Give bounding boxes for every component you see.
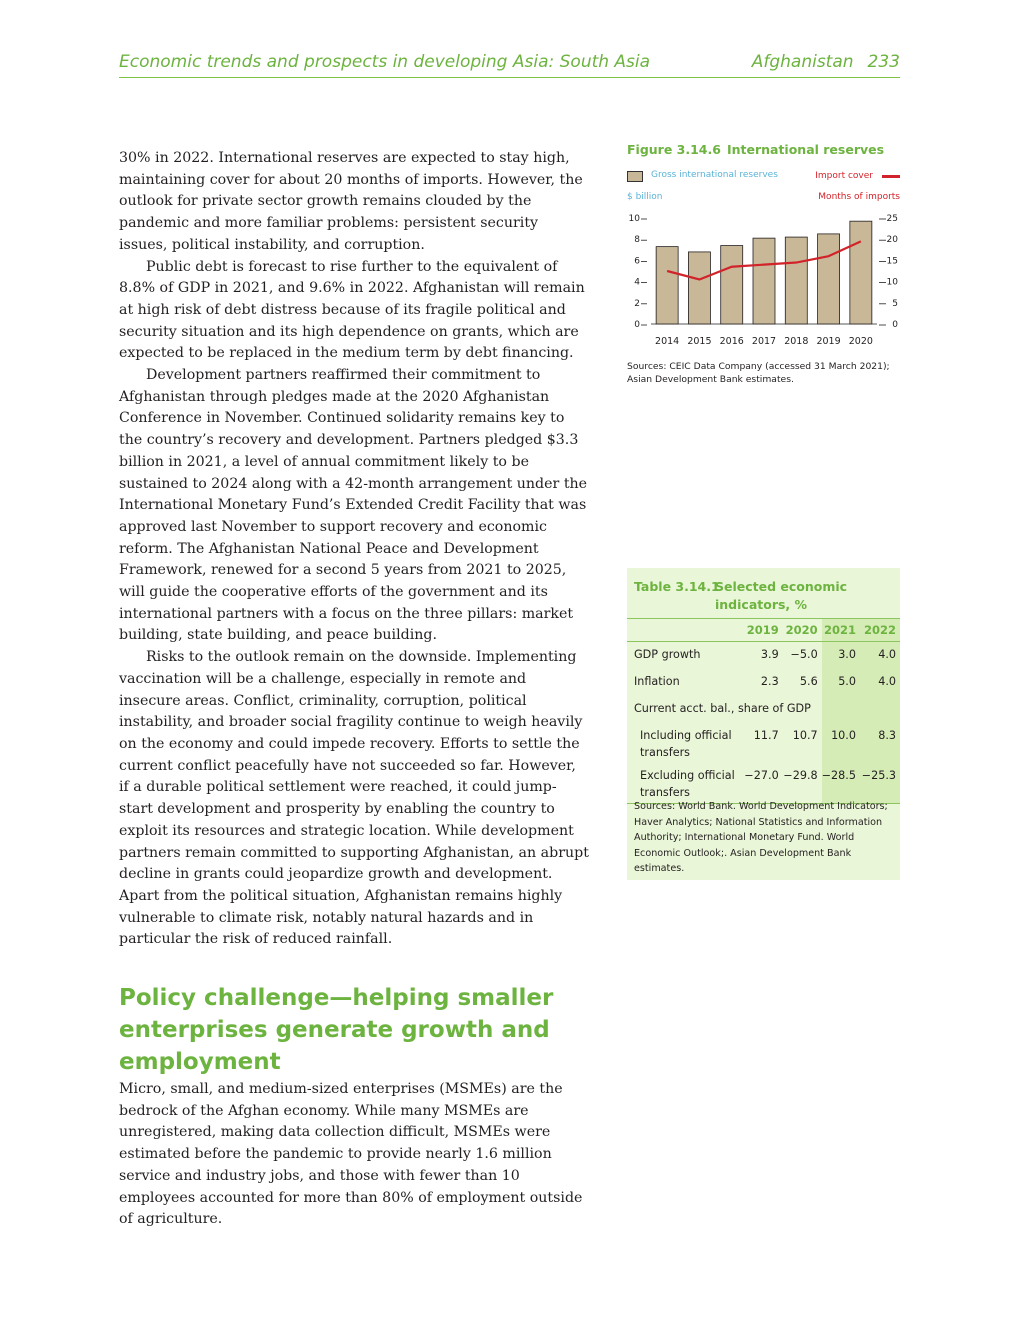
figure-title-text: International reserves bbox=[726, 142, 885, 157]
page-number: 233 bbox=[867, 52, 900, 72]
row-section-label: Current acct. bal., share of GDP bbox=[634, 702, 811, 715]
paragraph: Risks to the outlook remain on the downside. Implementing vaccination will be a challenge, especially in remote and insecure areas. Conflict, criminality, corruption, political instability, and broader social fragility continue to weigh heavily on the economy and could impede recovery. Efforts to settle the current conflict peacefully have not succeeded so far. However, if a durable political settlement were reached, it could jump-start development and prosperity by enabling the country to exploit its resources and strategic location. While development partners remain committed to supporting Afghanistan, an abrupt decline in grants could jeopardize growth and development. Apart from the political situation, Afghanistan remains highly vulnerable to climate risk, notably natural hazards and in particular the risk of reduced rainfall. bbox=[119, 649, 589, 948]
table-sources: Sources: World Bank. World Development Indicators; Haver Analytics; National Statistics and Information Authority; International Monetary Fund. World Economic Outlook;. Asian Development Bank estimates. bbox=[634, 801, 888, 874]
y-right-tick-label: 20 bbox=[886, 235, 898, 246]
x-tick-label: 2020 bbox=[848, 336, 873, 347]
cell: 10.7 bbox=[792, 729, 818, 742]
figure-number: Figure 3.14.6 bbox=[627, 142, 721, 157]
cell: 8.3 bbox=[860, 723, 900, 763]
col-header: 2020 bbox=[783, 619, 822, 642]
table-title-text: Selected economic indicators, % bbox=[715, 579, 848, 612]
y-right-tick-label: 25 bbox=[886, 214, 898, 224]
header-section-title: Economic trends and prospects in developing Asia: South Asia bbox=[119, 52, 651, 72]
x-tick-label: 2018 bbox=[784, 336, 809, 347]
legend-bar-label: Gross international reserves bbox=[651, 170, 778, 180]
bar bbox=[753, 238, 775, 324]
legend-line-swatch bbox=[882, 175, 900, 178]
legend-line-label: Import cover bbox=[815, 171, 873, 181]
cell: −28.5 bbox=[822, 763, 860, 804]
row-label: GDP growth bbox=[634, 648, 701, 661]
col-header: 2022 bbox=[860, 619, 900, 642]
table-row bbox=[627, 723, 900, 763]
cell: −29.8 bbox=[783, 763, 822, 804]
bar bbox=[785, 237, 807, 324]
legend-bar-swatch bbox=[627, 171, 643, 182]
figure-international-reserves bbox=[627, 140, 900, 390]
x-tick-label: 2014 bbox=[655, 336, 680, 347]
row-label: Excluding official transfers bbox=[627, 763, 741, 804]
table-row bbox=[627, 669, 900, 696]
policy-text bbox=[119, 1079, 589, 1231]
cell: 5.6 bbox=[799, 675, 818, 688]
header-right bbox=[752, 52, 900, 72]
left-axis-unit: $ billion bbox=[627, 192, 663, 202]
x-tick-label: 2016 bbox=[719, 336, 744, 347]
cell: −5.0 bbox=[790, 648, 818, 661]
figure-sources: Sources: CEIC Data Company (accessed 31 March 2021); Asian Development Bank estimates. bbox=[627, 361, 890, 385]
table-number: Table 3.14.1 bbox=[634, 579, 720, 594]
paragraph: Development partners reaffirmed their commitment to Afghanistan through pledges made at the 2020 Afghanistan Conference in November. Continued solidarity remains key to the country’s recovery and development. Partners pledged $3.3 billion in 2021, a level of annual commitment likely to be sustained to 2024 along with a 42-month arrangement under the International Monetary Fund’s Extended Credit Facility that was approved last November to support recovery and economic reform. The Afghanistan National Peace and Development Framework, renewed for a second 5 years from 2021 to 2025, will guide the cooperative efforts of the government and its international partners with a focus on the three pillars: market building, state building, and peace building. bbox=[119, 367, 588, 644]
cell: 4.0 bbox=[860, 642, 900, 670]
col-header: 2019 bbox=[741, 619, 783, 642]
col-header: 2021 bbox=[822, 619, 860, 642]
y-left-tick-label: 8 bbox=[634, 235, 640, 246]
reserves-chart bbox=[627, 206, 900, 356]
table-row bbox=[627, 696, 900, 723]
x-tick-label: 2019 bbox=[816, 336, 841, 347]
cell: 2.3 bbox=[760, 675, 779, 688]
paragraph: Public debt is forecast to rise further to the equivalent of 8.8% of GDP in 2021, and 9.6% in 2022. Afghanistan will remain at high risk of debt distress because of its fragile political and security situation and its high dependence on grants, which are expected to be replaced in the medium term by debt financing. bbox=[119, 258, 585, 362]
y-right-tick-label: 5 bbox=[892, 298, 898, 309]
bar bbox=[688, 252, 710, 324]
y-right-tick-label: 10 bbox=[886, 277, 898, 288]
table-row bbox=[627, 763, 900, 804]
table-selected-indicators bbox=[627, 568, 900, 880]
running-header bbox=[119, 50, 900, 78]
cell: 4.0 bbox=[860, 669, 900, 696]
cell: 3.0 bbox=[822, 642, 860, 670]
cell: 5.0 bbox=[822, 669, 860, 696]
section-heading: Policy challenge—helping smaller enterprises generate growth and employment bbox=[119, 985, 554, 1075]
figure-title bbox=[627, 142, 884, 157]
row-label: Including official transfers bbox=[640, 729, 732, 759]
cell: −27.0 bbox=[741, 763, 783, 804]
y-left-tick-label: 4 bbox=[634, 277, 640, 288]
y-left-tick-label: 0 bbox=[634, 320, 640, 330]
paragraph: Micro, small, and medium-sized enterprises (MSMEs) are the bedrock of the Afghan economy. While many MSMEs are unregistered, making data collection difficult, MSMEs were estimated before the pandemic to provide nearly 1.6 million service and industry jobs, and those with fewer than 10 employees accounted for more than 80% of employment outside of agriculture. bbox=[119, 1081, 583, 1228]
body-text bbox=[119, 148, 589, 951]
y-right-tick-label: 0 bbox=[892, 320, 898, 330]
x-tick-label: 2017 bbox=[751, 336, 777, 347]
bar bbox=[818, 234, 840, 324]
table-header-row bbox=[627, 619, 900, 642]
y-left-tick-label: 10 bbox=[628, 214, 640, 224]
right-axis-unit: Months of imports bbox=[818, 192, 900, 202]
y-left-tick-label: 2 bbox=[634, 298, 640, 309]
bar bbox=[850, 221, 872, 324]
y-left-tick-label: 6 bbox=[634, 256, 640, 267]
cell: 11.7 bbox=[753, 729, 779, 742]
y-right-tick-label: 15 bbox=[886, 256, 898, 267]
cell: −25.3 bbox=[860, 763, 900, 804]
indicators-table bbox=[627, 618, 900, 804]
row-label: Inflation bbox=[634, 675, 680, 688]
table-row bbox=[627, 642, 900, 670]
cell: 3.9 bbox=[760, 648, 779, 661]
x-tick-label: 2015 bbox=[687, 336, 712, 347]
paragraph: 30% in 2022. International reserves are expected to stay high, maintaining cover for about 20 months of imports. However, the outlook for private sector growth remains clouded by the pandemic and more familiar problems: persistent security issues, political instability, and corruption. bbox=[119, 150, 583, 253]
bar bbox=[721, 246, 743, 324]
header-country: Afghanistan bbox=[751, 52, 854, 72]
cell: 10.0 bbox=[822, 723, 860, 763]
bar bbox=[656, 247, 678, 324]
